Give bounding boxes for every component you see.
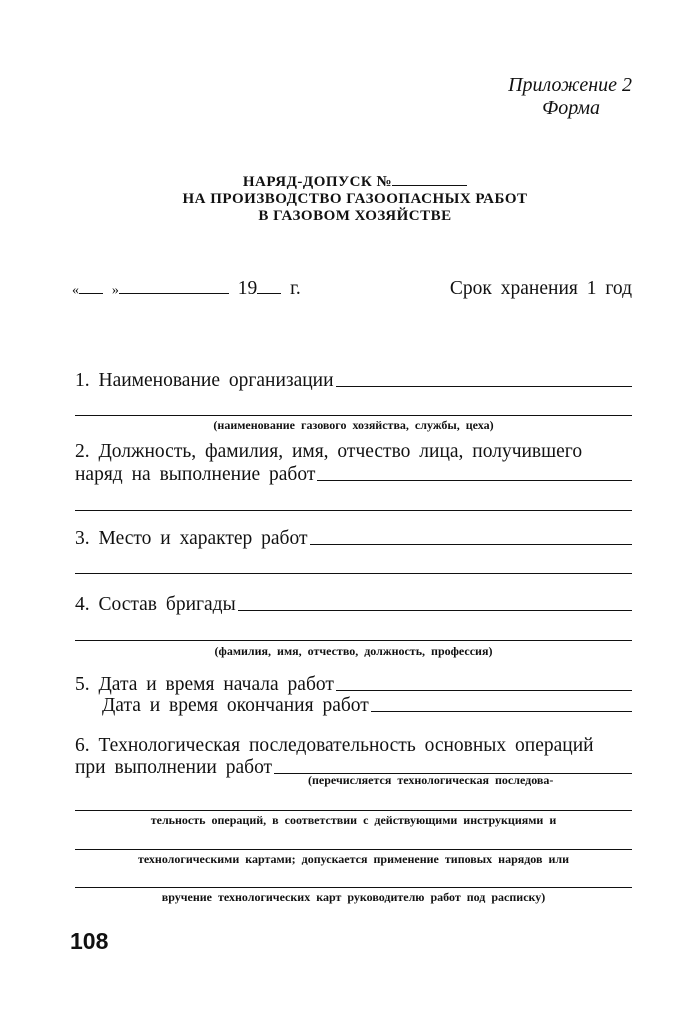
year-prefix: 19 [237, 278, 258, 299]
work-place-field[interactable] [310, 543, 633, 545]
doc-title-line1 [0, 174, 700, 191]
year-suffix: г. [290, 278, 301, 299]
org-name-field[interactable] [336, 385, 632, 387]
item-6-caption-1: (перечисляется технологическая последова- [308, 773, 554, 787]
item-2-label: наряд на выполнение работ [75, 464, 316, 485]
item-6-line1: 6. Технологическая последовательность основных операций [75, 735, 594, 756]
end-datetime-field[interactable] [371, 710, 632, 712]
retention-period: Срок хранения 1 год [449, 278, 632, 299]
title-text: НАРЯД-ДОПУСК № [242, 174, 393, 190]
brigade-field-2[interactable] [75, 640, 632, 641]
item-1 [75, 370, 632, 392]
open-quote: « [72, 283, 79, 298]
appendix-label: Приложение 2 [508, 74, 632, 96]
item-5-start [75, 674, 632, 696]
item-6-label: при выполнении работ [75, 757, 273, 778]
brigade-field[interactable] [238, 609, 632, 611]
item-4 [75, 594, 632, 616]
item-6-caption-2: тельность операций, в соответствии с действующими инструкциями и [150, 813, 557, 827]
item-6-caption-3: технологическими картами; допускается применение типовых нарядов или [137, 852, 570, 866]
work-place-field-2[interactable] [75, 573, 632, 574]
form-label: Форма [542, 97, 600, 119]
item-4-caption: (фамилия, имя, отчество, должность, профессия) [214, 644, 493, 658]
item-1-caption: (наименование газового хозяйства, службы, цеха) [213, 418, 494, 432]
item-2 [75, 464, 632, 486]
item-2-line1: 2. Должность, фамилия, имя, отчество лица, получившего [75, 441, 583, 462]
month-field[interactable] [119, 292, 229, 294]
item-3 [75, 528, 632, 550]
org-name-field-2[interactable] [75, 415, 632, 416]
item-5-end-label: Дата и время окончания работ [102, 695, 369, 716]
doc-title-line2: НА ПРОИЗВОДСТВО ГАЗООПАСНЫХ РАБОТ [182, 191, 528, 207]
item-5-end [102, 695, 632, 717]
responsible-person-field[interactable] [317, 479, 632, 481]
item-1-label: 1. Наименование организации [75, 370, 334, 391]
operations-field-2[interactable] [75, 810, 632, 811]
year-field[interactable] [257, 292, 281, 294]
page-number: 108 [70, 928, 109, 954]
responsible-person-field-2[interactable] [75, 510, 632, 511]
item-6-caption-4: вручение технологических карт руководителю работ под расписку) [161, 890, 546, 904]
operations-field-4[interactable] [75, 887, 632, 888]
operations-field-3[interactable] [75, 849, 632, 850]
close-quote: » [111, 283, 119, 298]
permit-number-field[interactable] [392, 184, 467, 186]
doc-title-line3: В ГАЗОВОМ ХОЗЯЙСТВЕ [258, 208, 452, 224]
date-line [72, 278, 301, 300]
item-4-label: 4. Состав бригады [75, 594, 236, 615]
day-field[interactable] [79, 292, 103, 294]
item-3-label: 3. Место и характер работ [75, 528, 308, 549]
item-5-start-label: 5. Дата и время начала работ [75, 674, 334, 695]
start-datetime-field[interactable] [336, 689, 632, 691]
